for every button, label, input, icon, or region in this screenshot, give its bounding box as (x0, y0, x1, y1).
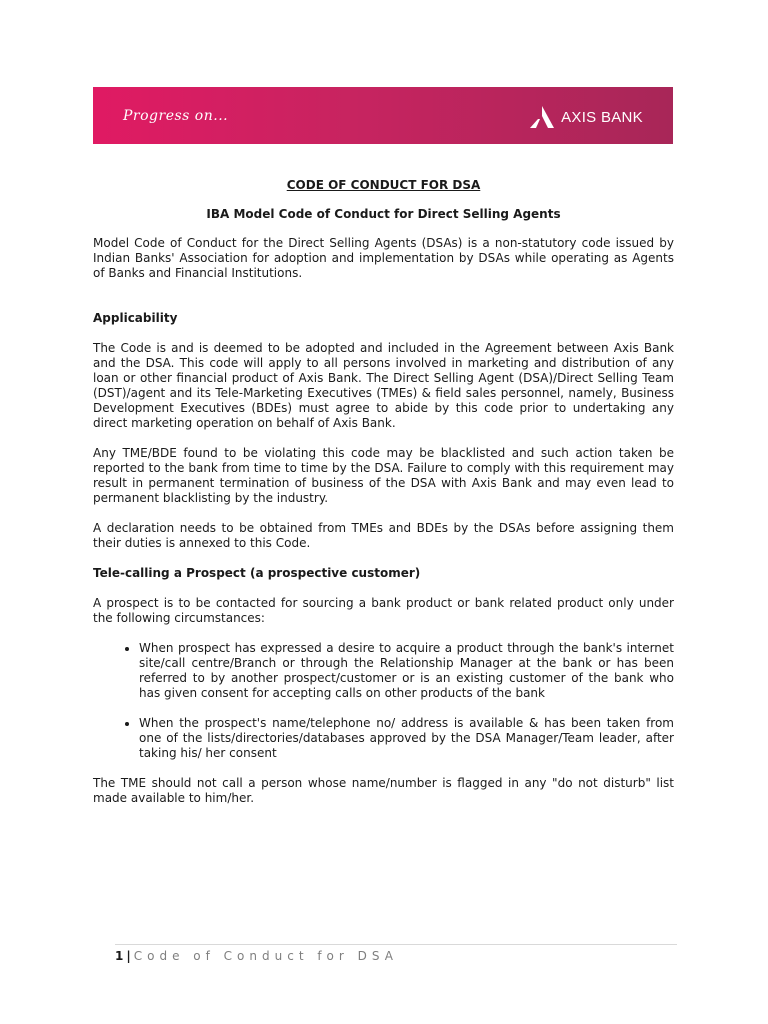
footer-doc-title: Code of Conduct for DSA (133, 949, 398, 963)
page-number: 1 (115, 949, 124, 963)
telecalling-intro: A prospect is to be contacted for sourcing a bank product or bank related product only under the following circumstances: (93, 596, 674, 625)
axis-bank-logo (529, 103, 643, 131)
applicability-paragraph-3: A declaration needs to be obtained from TMEs and BDEs by the DSAs before assigning them their duties is annexed to this Code. (93, 521, 674, 550)
applicability-paragraph-1: The Code is and is deemed to be adopted and included in the Agreement between Axis Bank and the DSA. This code will apply to all persons involved in marketing and distribution of any loan or other financial product of Axis Bank. The Direct Selling Agent (DSA)/Direct Selling Team (DST)/agent and its Tele-Marketing Executives (TMEs) & field sales personnel, namely, Business Development Executives (BDEs) must agree to abide by this code prior to undertaking any direct marketing operation on behalf of Axis Bank. (93, 341, 674, 430)
intro-paragraph: Model Code of Conduct for the Direct Selling Agents (DSAs) is a non-statutory code issued by Indian Banks' Association for adoption and implementation by DSAs while operating as Agents of Banks and Financial Institutions. (93, 236, 674, 280)
telecalling-heading: Tele-calling a Prospect (a prospective customer) (93, 566, 421, 580)
footer-separator: | (126, 949, 131, 963)
document-subtitle: IBA Model Code of Conduct for Direct Selling Agents (206, 207, 561, 221)
closing-paragraph: The TME should not call a person whose name/number is flagged in any "do not disturb" list made available to him/her. (93, 776, 674, 805)
list-item: • When the prospect's name/telephone no/ address is available & has been taken from one of the lists/directories/databases approved by the DSA Manager/Team leader, after taking his/ her consent (139, 716, 674, 761)
applicability-paragraph-2: Any TME/BDE found to be violating this code may be blacklisted and such action taken be reported to the bank from time to time by the DSA. Failure to comply with this requirement may result in permanent termination of business of the DSA with Axis Bank and may even lead to permanent blacklisting by the industry. (93, 446, 674, 505)
spacer (93, 296, 674, 311)
circumstances-list (93, 641, 674, 761)
logo-text: AXIS BANK (561, 108, 643, 126)
document-body (93, 178, 674, 821)
page-footer (115, 949, 398, 963)
applicability-heading: Applicability (93, 311, 178, 325)
tagline: Progress on... (123, 108, 229, 124)
axis-bank-logo-icon (529, 105, 555, 129)
footer-divider (115, 944, 677, 945)
list-item: • When prospect has expressed a desire to acquire a product through the bank's internet site/call centre/Branch or through the Relationship Manager at the bank or has been referred to by another prospect/customer or is an existing customer of the bank who has given consent for accepting calls on other products of the bank (139, 641, 674, 701)
document-title: CODE OF CONDUCT FOR DSA (286, 178, 481, 192)
header-banner (93, 87, 673, 144)
